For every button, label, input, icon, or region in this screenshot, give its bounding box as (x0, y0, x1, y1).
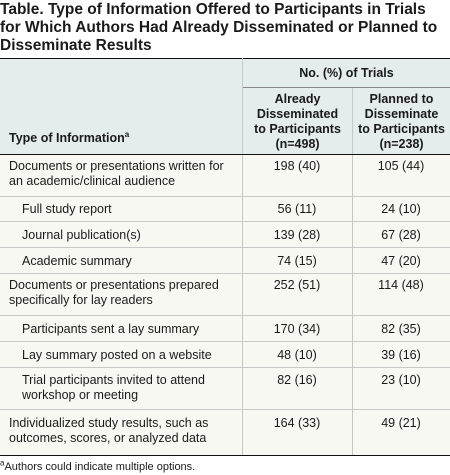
row-value-already: 74 (15) (277, 254, 317, 268)
row-value-planned: 49 (21) (381, 416, 421, 430)
row-separator (0, 247, 450, 248)
row-separator (0, 273, 450, 274)
row-value-planned: 23 (10) (381, 373, 421, 387)
spanner-rule (242, 87, 450, 88)
body-divider-middle (352, 155, 353, 455)
row-separator (0, 367, 450, 368)
row-value-already: 170 (34) (273, 322, 321, 336)
row-value-already: 82 (16) (277, 373, 317, 387)
row-value-already: 139 (28) (273, 228, 321, 242)
col1-header-line: (n=498) (275, 137, 320, 151)
row-label: Trial participants invited to attend workshop or meeting (22, 373, 205, 402)
row-value-already: 56 (11) (277, 202, 317, 216)
col1-header-line: to Participants (254, 122, 341, 136)
row-value-already: 198 (40) (273, 159, 321, 173)
col2-header-line: Planned to (369, 92, 434, 106)
row-label: Lay summary posted on a website (22, 348, 212, 362)
col2-header-line: to Participants (358, 122, 445, 136)
row-label: Journal publication(s) (22, 228, 141, 242)
row-value-planned: 67 (28) (381, 228, 421, 242)
row-value-planned: 47 (20) (381, 254, 421, 268)
table-footnote: $^a$Authors could indicate multiple options. (0, 458, 196, 473)
row-value-planned: 24 (10) (381, 202, 421, 216)
row-value-already: 164 (33) (273, 416, 321, 430)
footnote-mark: a (0, 458, 5, 468)
row-separator (0, 196, 450, 197)
row-separator (0, 315, 450, 316)
type-column-header: Type of Information$^a$ (9, 129, 130, 145)
col2-header-line: Disseminate (364, 107, 439, 121)
header-rule (0, 154, 450, 155)
row-separator (0, 341, 450, 342)
row-separator (0, 221, 450, 222)
row-label: Full study report (22, 202, 112, 216)
row-label: Academic summary (22, 254, 132, 268)
col1-header (243, 92, 352, 152)
col2-header-line: (n=238) (379, 137, 424, 151)
row-label: Individualized study results, such as outcomes, scores, or analyzed data (9, 416, 209, 445)
col1-header-line: Already (274, 92, 321, 106)
top-rule (0, 58, 450, 59)
col1-header-line: Disseminated (256, 107, 339, 121)
row-value-planned: 114 (48) (378, 278, 424, 292)
row-value-already: 252 (51) (273, 278, 321, 292)
table-title: Table. Type of Information Offered to Participants in Trials for Which Authors Had Already Disseminated or Planned to Disseminate Results (0, 1, 438, 54)
column-span-header: No. (%) of Trials (299, 66, 394, 80)
footnote-mark: a (124, 129, 130, 139)
body-divider-left (242, 155, 243, 455)
col2-header (353, 92, 450, 152)
row-label: Participants sent a lay summary (22, 322, 200, 336)
row-label: Documents or presentations prepared specifically for lay readers (9, 278, 219, 307)
row-value-planned: 82 (35) (381, 322, 421, 336)
results-table (0, 58, 450, 456)
row-value-planned: 39 (16) (381, 348, 421, 362)
row-value-planned: 105 (44) (377, 159, 425, 173)
row-separator (0, 409, 450, 410)
row-label: Documents or presentations written for an academic/clinical audience (9, 159, 224, 188)
bottom-rule (0, 455, 450, 456)
row-value-already: 48 (10) (277, 348, 317, 362)
